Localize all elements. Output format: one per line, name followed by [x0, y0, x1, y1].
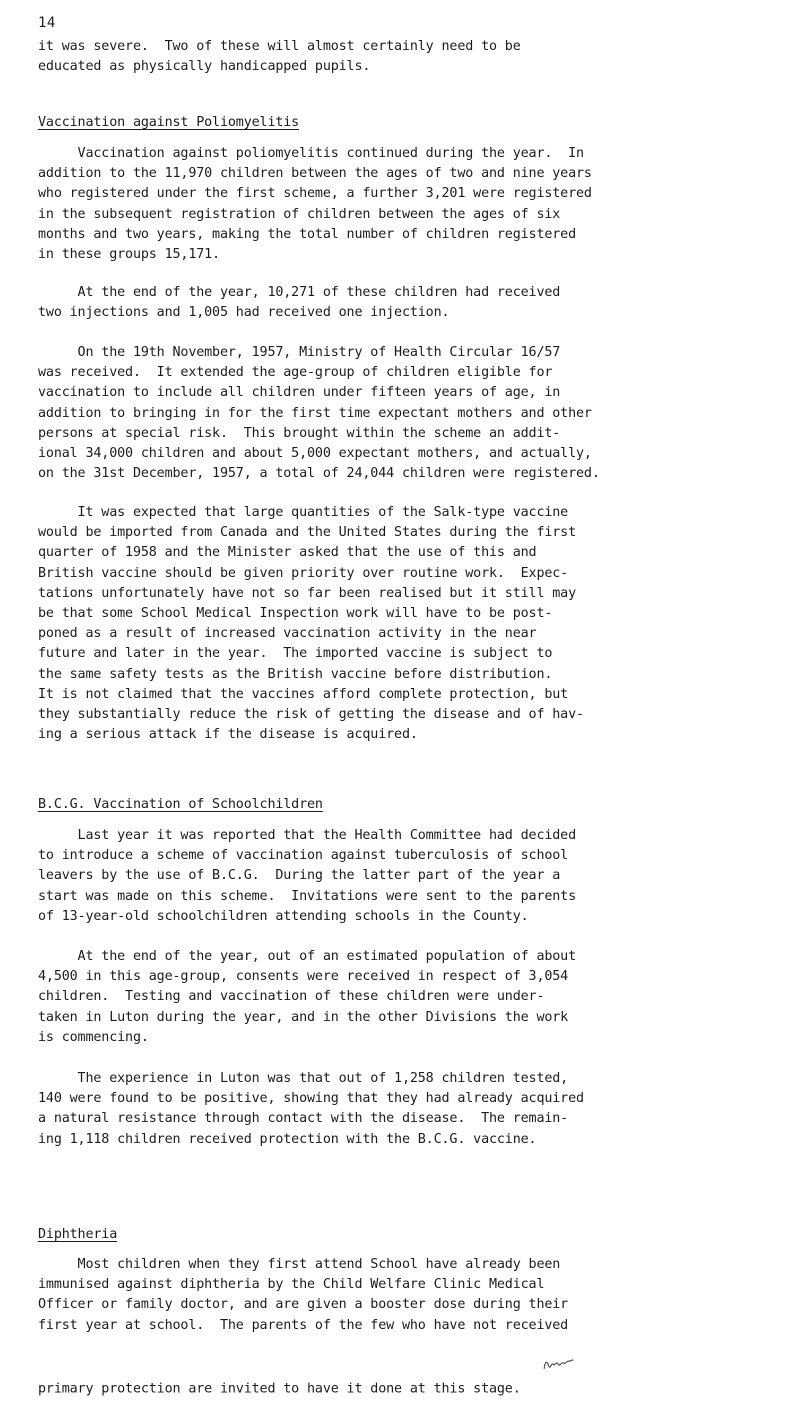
section-heading-diphtheria: Diphtheria	[38, 1227, 118, 1242]
text-line: On the 19th November, 1957, Ministry of Health Circular 16/57	[38, 345, 561, 360]
text-line: of 13-year-old schoolchildren attending schools in the County.	[38, 908, 529, 924]
text-line: is commencing.	[38, 1029, 149, 1045]
text-line: Vaccination against poliomyelitis continued during the year. In	[38, 146, 584, 161]
section-heading-polio: Vaccination against Poliomyelitis	[38, 115, 300, 130]
text-line: in these groups 15,171.	[38, 247, 220, 263]
text-line: ing a serious attack if the disease is acquired.	[38, 727, 418, 743]
section-heading-bcg: B.C.G. Vaccination of Schoolchildren	[38, 797, 323, 812]
text-line: would be imported from Canada and the United States during the first	[38, 525, 577, 541]
text-line: poned as a result of increased vaccination activity in the near	[38, 626, 537, 642]
text-line: tations unfortunately have not so far been realised but it still may	[38, 585, 577, 601]
text-line: be that some School Medical Inspection work will have to be post-	[38, 606, 553, 622]
diphtheria-paragraph-1	[38, 1255, 778, 1399]
polio-paragraph-4	[38, 503, 778, 745]
text-line: on the 31st December, 1957, a total of 24,044 children were registered.	[38, 466, 600, 482]
text-line: primary protection are invited to have it done at this stage.	[38, 1381, 521, 1397]
text-line: addition to bringing in for the first time expectant mothers and other	[38, 405, 592, 421]
text-line: vaccination to include all children under fifteen years of age, in	[38, 385, 561, 401]
text-line: start was made on this scheme. Invitations were sent to the parents	[38, 888, 577, 904]
text-line: addition to the 11,970 children between the ages of two and nine years	[38, 166, 592, 182]
text-line: It was expected that large quantities of the Salk-type vaccine	[38, 505, 569, 520]
text-line: ing 1,118 children received protection with the B.C.G. vaccine.	[38, 1131, 537, 1147]
bcg-paragraph-2	[38, 947, 778, 1048]
text-line: The experience in Luton was that out of 1,258 children tested,	[38, 1071, 569, 1086]
handwritten-initials-line	[38, 1336, 778, 1400]
handwritten-initials-mark	[540, 1353, 576, 1374]
text-line: they substantially reduce the risk of getting the disease and of hav-	[38, 707, 584, 723]
text-line: quarter of 1958 and the Minister asked that the use of this and	[38, 545, 537, 561]
text-line: It is not claimed that the vaccines afford complete protection, but	[38, 686, 569, 702]
page-number: 14	[38, 15, 56, 31]
polio-paragraph-2	[38, 283, 778, 323]
text-line: months and two years, making the total number of children registered	[38, 226, 577, 242]
text-line: At the end of the year, 10,271 of these children had received	[38, 285, 561, 300]
text-line: 4,500 in this age-group, consents were received in respect of 3,054	[38, 969, 569, 985]
bcg-paragraph-1	[38, 826, 778, 927]
text-line: to introduce a scheme of vaccination against tuberculosis of school	[38, 848, 569, 864]
text-line: future and later in the year. The imported vaccine is subject to	[38, 646, 553, 662]
text-line: in the subsequent registration of children between the ages of six	[38, 206, 561, 222]
handwritten-initials	[521, 1333, 580, 1402]
text-line: British vaccine should be given priority over routine work. Expec-	[38, 565, 569, 581]
text-line: the same safety tests as the British vaccine before distribution.	[38, 666, 553, 682]
text-line: Most children when they first attend School have already been	[38, 1257, 561, 1272]
text-line: was received. It extended the age-group of children eligible for	[38, 365, 553, 381]
text-line: 140 were found to be positive, showing that they had already acquired	[38, 1091, 584, 1107]
text-line: first year at school. The parents of the few who have not received	[38, 1317, 569, 1333]
text-line: Officer or family doctor, and are given a booster dose during their	[38, 1297, 569, 1313]
text-line: leavers by the use of B.C.G. During the latter part of the year a	[38, 868, 561, 884]
text-line: a natural resistance through contact with the disease. The remain-	[38, 1111, 569, 1127]
text-line: who registered under the first scheme, a further 3,201 were registered	[38, 186, 592, 202]
polio-paragraph-1	[38, 144, 778, 265]
text-line: educated as physically handicapped pupils.	[38, 59, 371, 75]
text-line: ional 34,000 children and about 5,000 expectant mothers, and actually,	[38, 446, 592, 462]
polio-paragraph-3	[38, 343, 778, 484]
text-line: it was severe. Two of these will almost certainly need to be	[38, 39, 521, 54]
text-line: At the end of the year, out of an estimated population of about	[38, 949, 577, 964]
intro-paragraph	[38, 37, 778, 77]
text-line: Last year it was reported that the Health Committee had decided	[38, 828, 577, 843]
text-line: two injections and 1,005 had received one injection.	[38, 305, 450, 321]
text-line: persons at special risk. This brought within the scheme an addit-	[38, 425, 561, 441]
text-line: children. Testing and vaccination of these children were under-	[38, 989, 545, 1005]
text-line: immunised against diphtheria by the Child Welfare Clinic Medical	[38, 1277, 545, 1293]
text-line: taken in Luton during the year, and in the other Divisions the work	[38, 1009, 569, 1025]
bcg-paragraph-3	[38, 1069, 778, 1150]
